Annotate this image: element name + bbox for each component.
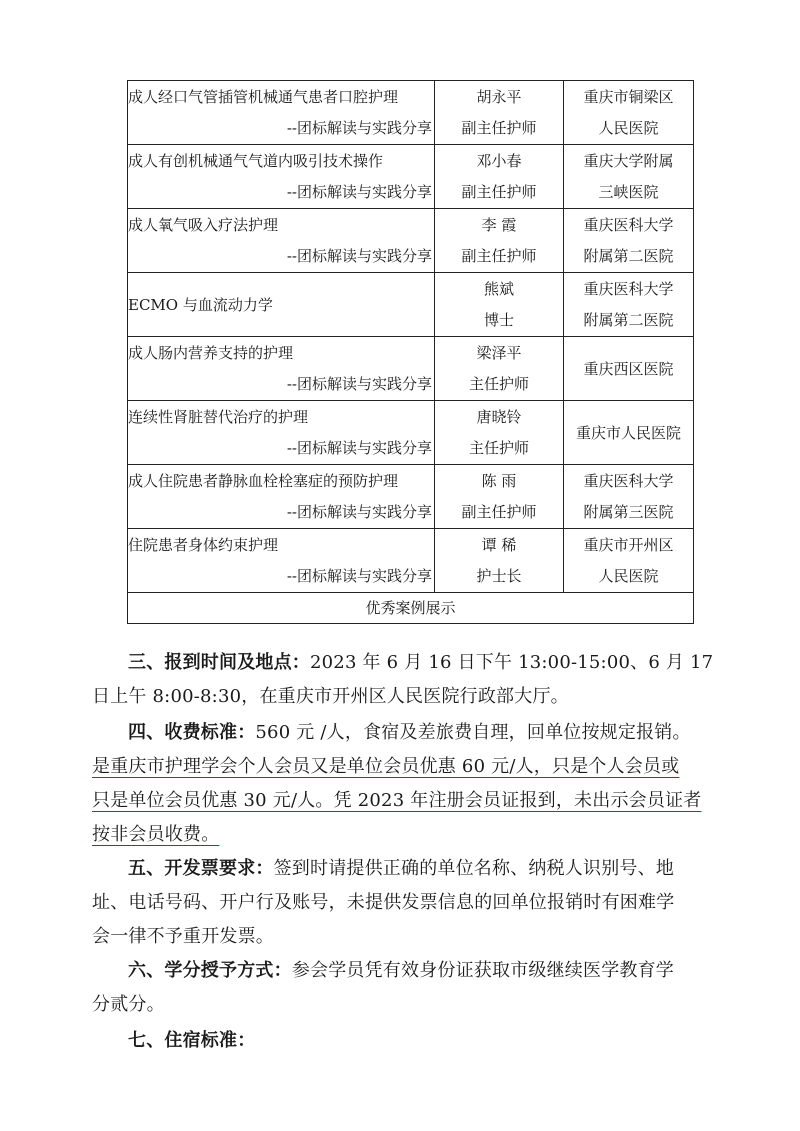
- speaker-cell: [435, 209, 564, 273]
- section-registration: [92, 646, 714, 714]
- hospital-name-line2: 附属第三医院: [583, 502, 674, 521]
- table-row: [128, 529, 694, 593]
- section-heading: 七、住宿标准：: [128, 1030, 256, 1051]
- section-text: 2023 年 6 月 16 日下午 13:00-15:00、6 月 17: [310, 652, 714, 673]
- underlined-text: 按非会员收费。: [92, 824, 220, 845]
- speaker-cell: [435, 81, 564, 145]
- speaker-title: 主任护师: [468, 374, 529, 393]
- table-footer-row: [128, 593, 694, 624]
- section-accommodation: [92, 1024, 710, 1058]
- topic-cell: [128, 465, 435, 529]
- topic-title: 住院患者身体约束护理: [128, 535, 279, 554]
- hospital-name: 重庆医科大学: [583, 279, 674, 298]
- section-text: 参会学员凭有效身份证获取市级继续医学教育学: [291, 960, 675, 981]
- speaker-name: 梁泽平: [476, 343, 522, 362]
- section-invoice: [92, 852, 710, 954]
- speaker-name: 邓小春: [476, 151, 522, 170]
- topic-subtitle: --团标解读与实践分享: [286, 246, 432, 265]
- section-text: 址、电话号码、开户行及账号，未提供发票信息的回单位报销时有困难学: [92, 892, 675, 913]
- speaker-cell: [435, 337, 564, 401]
- topic-title: 成人经口气管插管机械通气患者口腔护理: [128, 87, 399, 106]
- table-row: [128, 145, 694, 209]
- hospital-cell: [564, 465, 694, 529]
- topic-subtitle: --团标解读与实践分享: [286, 438, 432, 457]
- table-row: [128, 401, 694, 465]
- topic-cell: [128, 529, 435, 593]
- hospital-name-line2: 三峡医院: [598, 182, 659, 201]
- hospital-cell: [564, 81, 694, 145]
- speaker-title: 博士: [483, 310, 514, 329]
- topic-title: 成人氧气吸入疗法护理: [128, 215, 279, 234]
- hospital-name-line2: 人民医院: [598, 118, 659, 137]
- speaker-title: 护士长: [476, 566, 522, 585]
- section-heading: 三、报到时间及地点：: [128, 652, 310, 673]
- section-text: 分贰分。: [92, 994, 165, 1015]
- schedule-table: [127, 80, 694, 624]
- topic-subtitle: --团标解读与实践分享: [286, 118, 432, 137]
- section-text: 560 元 /人，食宿及差旅费自理，回单位按规定报销。: [255, 722, 691, 743]
- hospital-cell: [564, 529, 694, 593]
- topic-cell: [128, 81, 435, 145]
- topic-title: 连续性肾脏替代治疗的护理: [128, 407, 309, 426]
- topic-cell: [128, 273, 435, 337]
- speaker-cell: [435, 529, 564, 593]
- speaker-name: 胡永平: [476, 87, 522, 106]
- speaker-cell: [435, 145, 564, 209]
- speaker-title: 副主任护师: [461, 182, 537, 201]
- topic-title: ECMO 与血流动力学: [128, 295, 273, 314]
- hospital-name-line2: 人民医院: [598, 566, 659, 585]
- hospital-cell: [564, 337, 694, 401]
- speaker-cell: [435, 401, 564, 465]
- section-text: 日上午 8:00-8:30，在重庆市开州区人民医院行政部大厅。: [92, 686, 569, 707]
- speaker-title: 副主任护师: [461, 246, 537, 265]
- speaker-name: 陈 雨: [481, 471, 517, 490]
- section-text: 签到时请提供正确的单位名称、纳税人识别号、地: [273, 858, 675, 879]
- section-heading: 五、开发票要求：: [128, 858, 274, 879]
- hospital-name: 重庆市人民医院: [575, 423, 681, 442]
- speaker-name: 熊斌: [483, 279, 514, 298]
- underlined-text: 只是单位会员优惠 30 元/人。凭 2023 年注册会员证报到，未出示会员证者: [92, 790, 702, 811]
- table-row: [128, 81, 694, 145]
- underlined-text: 是重庆市护理学会个人会员又是单位会员优惠 60 元/人，只是个人会员或: [92, 756, 680, 777]
- speaker-cell: [435, 273, 564, 337]
- speaker-name: 唐晓铃: [476, 407, 522, 426]
- table-row: [128, 209, 694, 273]
- hospital-cell: [564, 145, 694, 209]
- topic-title: 成人肠内营养支持的护理: [128, 343, 294, 362]
- hospital-name: 重庆医科大学: [583, 215, 674, 234]
- hospital-name: 重庆医科大学: [583, 471, 674, 490]
- topic-subtitle: --团标解读与实践分享: [286, 182, 432, 201]
- topic-cell: [128, 401, 435, 465]
- table-footer-label: 优秀案例展示: [128, 593, 694, 624]
- speaker-title: 副主任护师: [461, 502, 537, 521]
- topic-cell: [128, 209, 435, 273]
- hospital-name: 重庆市开州区: [583, 535, 674, 554]
- table-row: [128, 337, 694, 401]
- hospital-name: 重庆大学附属: [583, 151, 674, 170]
- speaker-name: 谭 稀: [481, 535, 517, 554]
- hospital-name: 重庆市铜梁区: [583, 87, 674, 106]
- section-heading: 六、学分授予方式：: [128, 960, 292, 981]
- speaker-name: 李 霞: [481, 215, 517, 234]
- hospital-name: 重庆西区医院: [583, 359, 674, 378]
- hospital-cell: [564, 273, 694, 337]
- speaker-cell: [435, 465, 564, 529]
- topic-cell: [128, 337, 435, 401]
- hospital-name-line2: 附属第二医院: [583, 310, 674, 329]
- hospital-cell: [564, 209, 694, 273]
- topic-cell: [128, 145, 435, 209]
- table-row: [128, 465, 694, 529]
- topic-subtitle: --团标解读与实践分享: [286, 374, 432, 393]
- topic-subtitle: --团标解读与实践分享: [286, 566, 432, 585]
- topic-subtitle: --团标解读与实践分享: [286, 502, 432, 521]
- hospital-cell: [564, 401, 694, 465]
- hospital-name-line2: 附属第二医院: [583, 246, 674, 265]
- section-credits: [92, 954, 710, 1022]
- topic-title: 成人有创机械通气气道内吸引技术操作: [128, 151, 384, 170]
- speaker-title: 副主任护师: [461, 118, 537, 137]
- table-row: [128, 273, 694, 337]
- section-heading: 四、收费标准：: [128, 722, 256, 743]
- section-fees: [92, 716, 710, 852]
- section-text: 会一律不予重开发票。: [92, 926, 274, 947]
- speaker-title: 主任护师: [468, 438, 529, 457]
- topic-title: 成人住院患者静脉血栓栓塞症的预防护理: [128, 471, 399, 490]
